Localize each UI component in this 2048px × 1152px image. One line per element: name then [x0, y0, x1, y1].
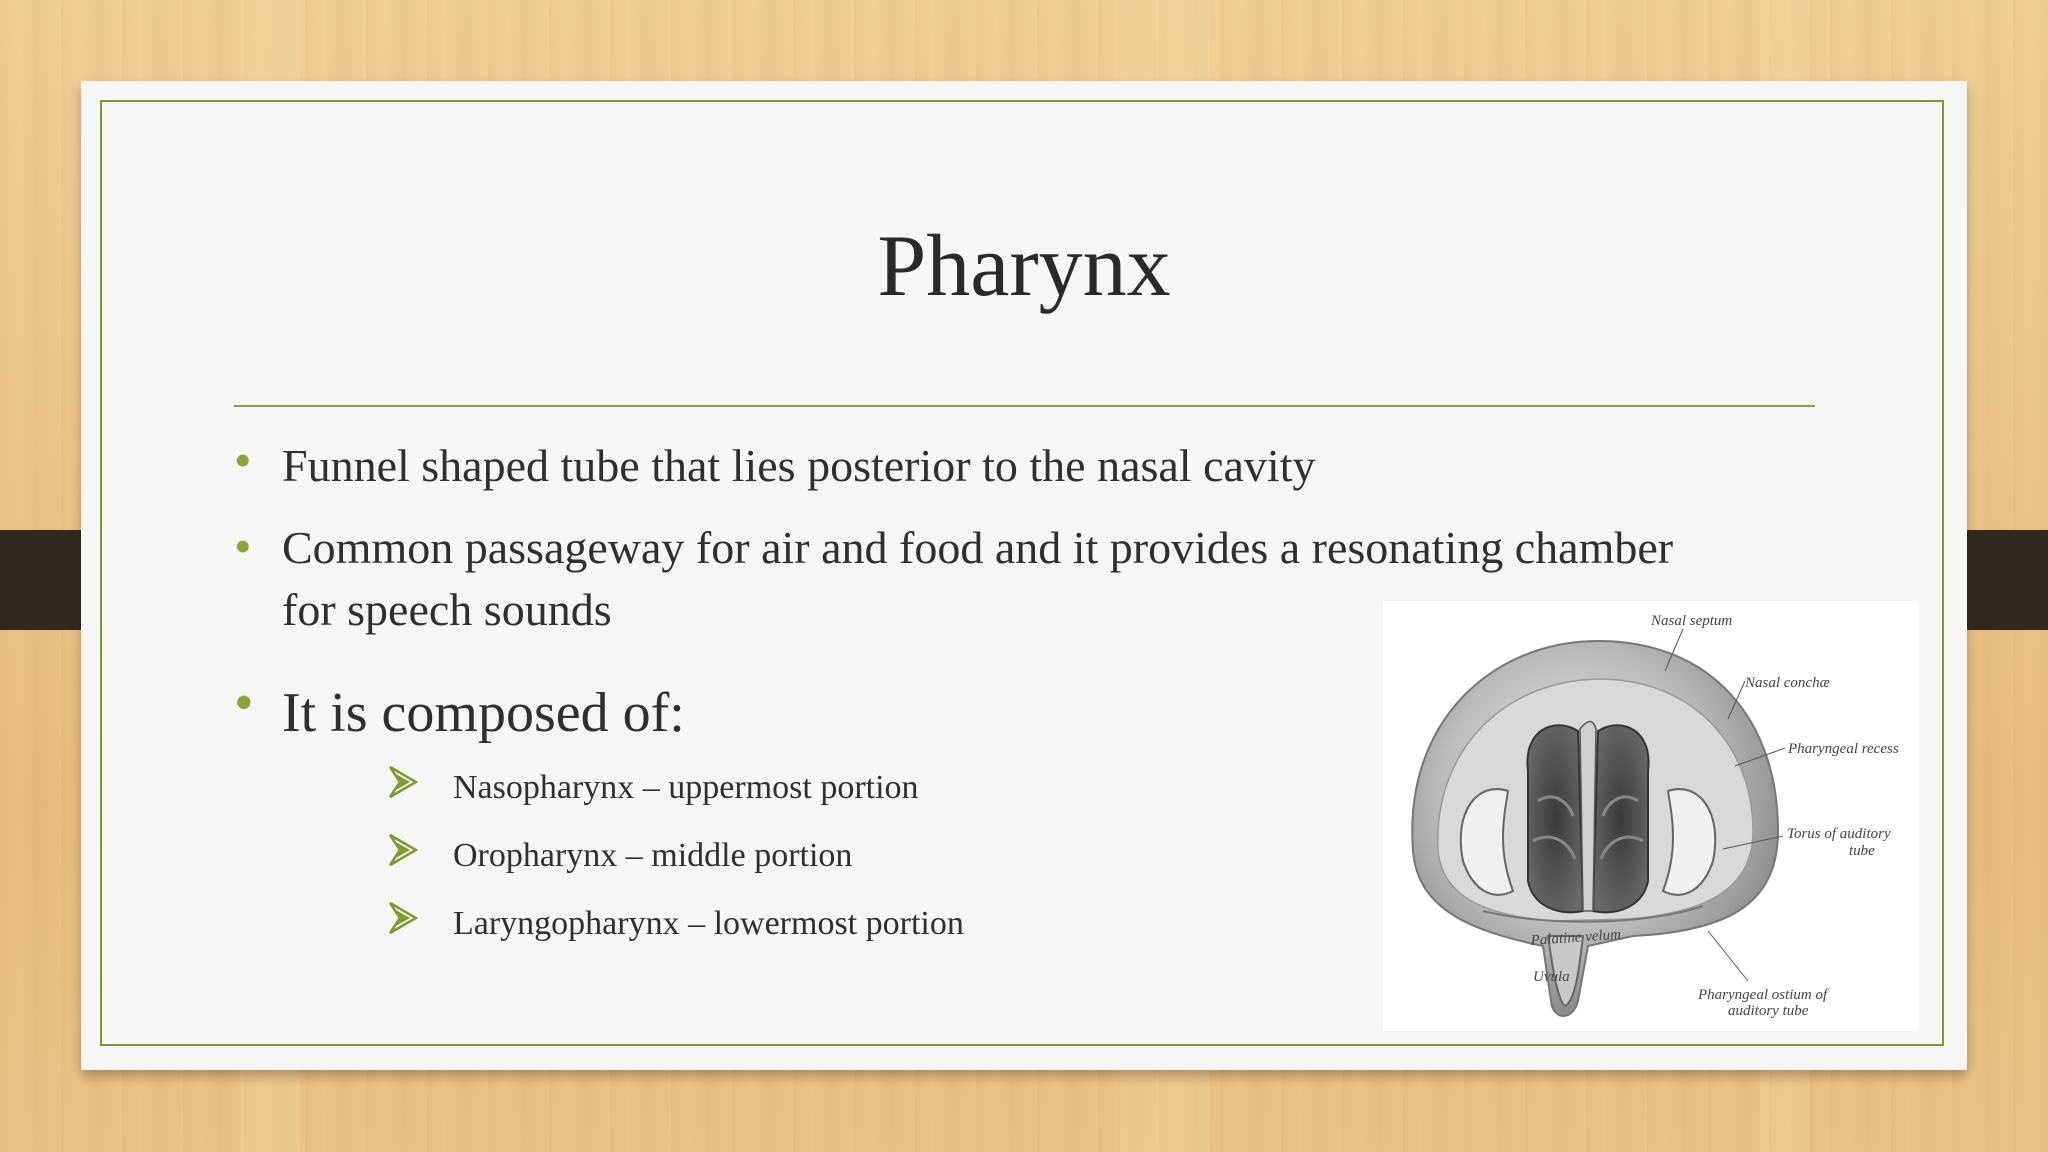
sub-bullet-text: Nasopharynx – uppermost portion	[453, 769, 919, 806]
label-uvula: Uvula	[1533, 969, 1570, 985]
left-choana	[1527, 725, 1583, 912]
bullet-text-line: Common passageway for air and food and it provides a resonating chamber	[282, 522, 1674, 573]
bullet-text: Funnel shaped tube that lies posterior to the nasal cavity	[282, 440, 1316, 491]
arrow-bullet-icon	[388, 765, 418, 799]
label-nasal-septum: Nasal septum	[1651, 613, 1733, 629]
bullet-text-line: for speech sounds	[282, 584, 612, 635]
label-torus-line2: tube	[1849, 843, 1875, 859]
bullet-dot-icon: •	[234, 672, 254, 734]
bullet-dot-icon: •	[234, 432, 252, 488]
sub-bullet-text: Laryngopharynx – lowermost portion	[453, 905, 964, 942]
slide	[81, 81, 1967, 1070]
label-ostium-line1: Pharyngeal ostium of	[1698, 987, 1828, 1003]
arrow-bullet-icon	[388, 833, 418, 867]
label-torus-line1: Torus of auditory	[1787, 826, 1891, 842]
label-palatine-velum: Palatine velum	[1530, 926, 1622, 949]
bullet-text: It is composed of:	[282, 682, 685, 744]
right-choana	[1593, 725, 1649, 912]
label-pharyngeal-recess: Pharyngeal recess	[1788, 741, 1899, 757]
pharynx-anatomy-drawing	[1383, 601, 1919, 1031]
sub-bullet-text: Oropharynx – middle portion	[453, 837, 853, 874]
bullet-dot-icon: •	[234, 518, 252, 574]
nasal-septum-shape	[1580, 722, 1596, 912]
label-ostium-line2: auditory tube	[1728, 1003, 1809, 1019]
arrow-bullet-icon	[388, 901, 418, 935]
title-divider	[234, 405, 1815, 407]
label-nasal-conchae: Nasal conchæ	[1745, 675, 1830, 691]
pharynx-illustration	[1383, 601, 1919, 1031]
slide-title: Pharynx	[877, 218, 1171, 315]
